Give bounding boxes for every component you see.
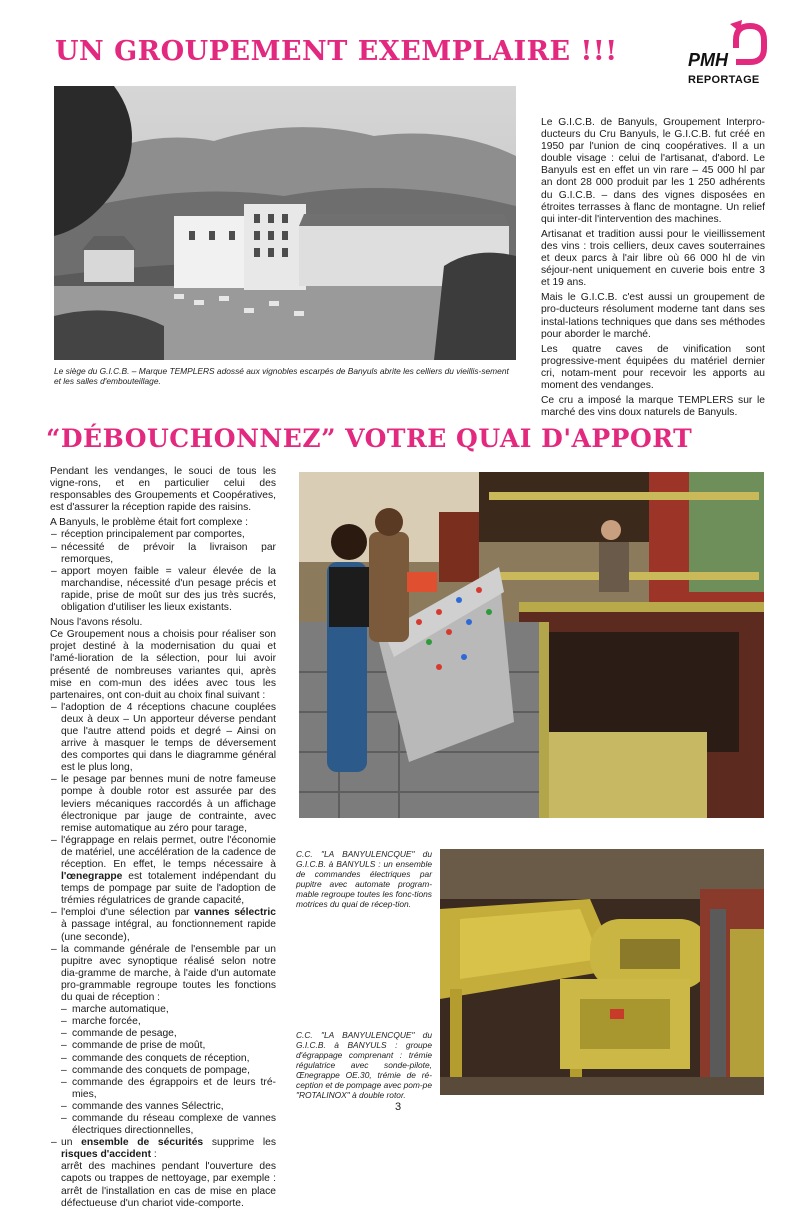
safety-term: ensemble de sécurités: [81, 1137, 204, 1149]
control-desk-caption: C.C. "LA BANYULENCQUE" du G.I.C.B. à BANYULS : un ensemble de commandes électriques par pupitre avec automate program-mable regroupe toutes les fonc-tions motrices du quai de récep-tion.: [296, 849, 432, 909]
list-item: – nécessité de prévoir la livraison par remorques,: [50, 542, 276, 566]
sub-item: – commande du réseau complexe de vannes électriques directionnelles,: [61, 1113, 276, 1137]
text-run: l'emploi d'une sélection par: [61, 907, 195, 919]
destemming-caption: C.C. "LA BANYULENCQUE" du G.I.C.B. à BANYULS : groupe d'égrappage comprenant : trémie régulatrice avec sonde-pilote, Œnegrappe OE.30, trémie de ré-ception et de pompage avec pom-pe "ROTALINOX" à double rotor.: [296, 1030, 432, 1100]
sub-item: – commande des conquets de pompage,: [61, 1065, 276, 1077]
command-list: [61, 1004, 276, 1137]
choice-list: [50, 702, 276, 1210]
list-item: – réception principalement par comportes,: [50, 529, 276, 541]
text-run: la commande générale de l'ensemble par un pupitre avec synoptique réalisé selon notre dia-gramme de marche, à l'aide d'un automate pro-grammable regroupe toutes les fonctions du quai de réception :: [61, 943, 276, 1004]
list-item: – l'adoption de 4 réceptions chacune couplées deux à deux – Un apporteur déverse pendant que l'autre attend poids et degré – Ainsi on arrive à masquer le temps de déversement des comportes qui dans le diagramme général est le plus long,: [50, 702, 276, 775]
intro-article: [541, 117, 765, 422]
sub-item: – commande de pesage,: [61, 1028, 276, 1040]
pmh-logo: [688, 20, 770, 88]
intro-paragraph: Les quatre caves de vinification sont progressive-ment équipées du matériel dernier cri, notam-ment pour recevoir les apports au moment des vendanges.: [541, 343, 765, 391]
building-photo-caption: Le siège du G.I.C.B. – Marque TEMPLERS adossé aux vignobles escarpés de Banyuls abrite les celliers du vieillis-sement et les salles d'embouteillage.: [54, 366, 509, 386]
text-run: à passage intégral, au fonctionnement rapide (une seconde),: [61, 919, 276, 943]
intro-paragraph: Mais le G.I.C.B. c'est aussi un groupement de pro-ducteurs résolument moderne tant dans ses instal-lations techniques que dans ses méthodes pour aborder le marché.: [541, 292, 765, 340]
list-item: [50, 907, 276, 943]
intro-paragraph: Ce cru a imposé la marque TEMPLERS sur le marché des vins doux naturels de Banyuls.: [541, 395, 765, 419]
resolved-text: Nous l'avons résolu.: [50, 617, 143, 629]
sub-item: – commande des vannes Sélectric,: [61, 1101, 276, 1113]
text-run: supprime les: [203, 1137, 276, 1149]
sub-item: – commande des égrappoirs et de leurs tré-mies,: [61, 1077, 276, 1101]
text-run: est totalement indépendant du temps de pompage par suite de l'adoption de trémies régulatrices de grande capacité,: [61, 871, 276, 907]
text-run: un: [61, 1137, 82, 1149]
control-desk-photo: [299, 472, 764, 818]
safety-detail: arrêt des machines pendant l'ouverture des capots ou trappes de nettoyage, par exemple : arrêt de l'installation en cas de mise en place défectueuse d'un chariot vide-comporte.: [61, 1161, 276, 1209]
list-item: [50, 944, 276, 1138]
article-intro: Pendant les vendanges, le souci de tous les vigne-rons, et en particulier celui des responsables des Groupements et Coopératives, est d'assurer la réception rapide des raisins.: [50, 466, 276, 514]
sub-item: – marche automatique,: [61, 1004, 276, 1016]
section-label: REPORTAGE: [688, 74, 760, 86]
text-run: l'égrappage en relais permet, outre l'économie de matériel, une accélération de la cadence de réception. En effet, le temps nécessaire à: [61, 834, 276, 870]
vannes-term: vannes sélectric: [194, 907, 276, 919]
sub-item: – commande de prise de moût,: [61, 1040, 276, 1052]
gicb-building-photo: [54, 86, 516, 360]
sub-item: – commande des conquets de réception,: [61, 1053, 276, 1065]
oenegrappe-term: l'œnegrappe: [61, 871, 123, 883]
destemming-group-photo: [440, 849, 764, 1095]
logo-text: PMH: [688, 50, 728, 70]
text-run: :: [151, 1149, 157, 1161]
page-number: 3: [395, 1101, 402, 1113]
problem-intro: A Banyuls, le problème était fort complexe :: [50, 517, 249, 529]
section-title: “DÉBOUCHONNEZ” VOTRE QUAI D'APPORT: [46, 424, 693, 453]
intro-paragraph: Le G.I.C.B. de Banyuls, Groupement Interpro-ducteurs du Cru Banyuls, le G.I.C.B. fut créé en 1950 par l'union de cinq coopératives. Il a un double visage : celui de l'artisanat, d'abord. Le Banyuls est en effet un vin rare – 45 000 hl par an dont 28 000 produit par les 1 250 adhérents du G.I.C.B. – dans des vignes disposées en étroites terrasses à flanc de montagne. Un relief qui inter-dit l'intervention des machines.: [541, 117, 765, 225]
quay-article: [50, 466, 276, 1210]
intro-paragraph: Artisanat et tradition aussi pour le vieillissement des vins : trois celliers, deux caves souterraines et deux parcs à l'air libre où 66 000 hl de vin séjour-nent uniquement en cuverie bois entre 3 et 19 ans.: [541, 228, 765, 289]
list-item: [50, 835, 276, 908]
sub-item: – marche forcée,: [61, 1016, 276, 1028]
list-item: [50, 1137, 276, 1210]
problem-list: [50, 529, 276, 614]
solution-intro: Ce Groupement nous a choisis pour réaliser son projet destiné à la modernisation du quai et l'amé-lioration de la sélection, pour lui avoir présenté de nombreuses variantes qui, après mise en com-mun des idées avec tous les partenaires, ont con-duit au choix final suivant :: [50, 629, 276, 701]
page-title: UN GROUPEMENT EXEMPLAIRE !!!: [55, 36, 618, 67]
risk-term: risques d'accident: [61, 1149, 152, 1161]
list-item: – apport moyen faible = valeur élevée de la marchandise, nécessité d'un pesage précis et rapide, prise de moût sur des jus très sucrés, obligation d'utiliser les lieux existants.: [50, 566, 276, 614]
list-item: – le pesage par bennes muni de notre fameuse pompe à double rotor est assurée par des leviers mécaniques raccordés à un affichage électronique par jauge de contrainte, avec remise automatique au zéro pour tarage,: [50, 774, 276, 834]
